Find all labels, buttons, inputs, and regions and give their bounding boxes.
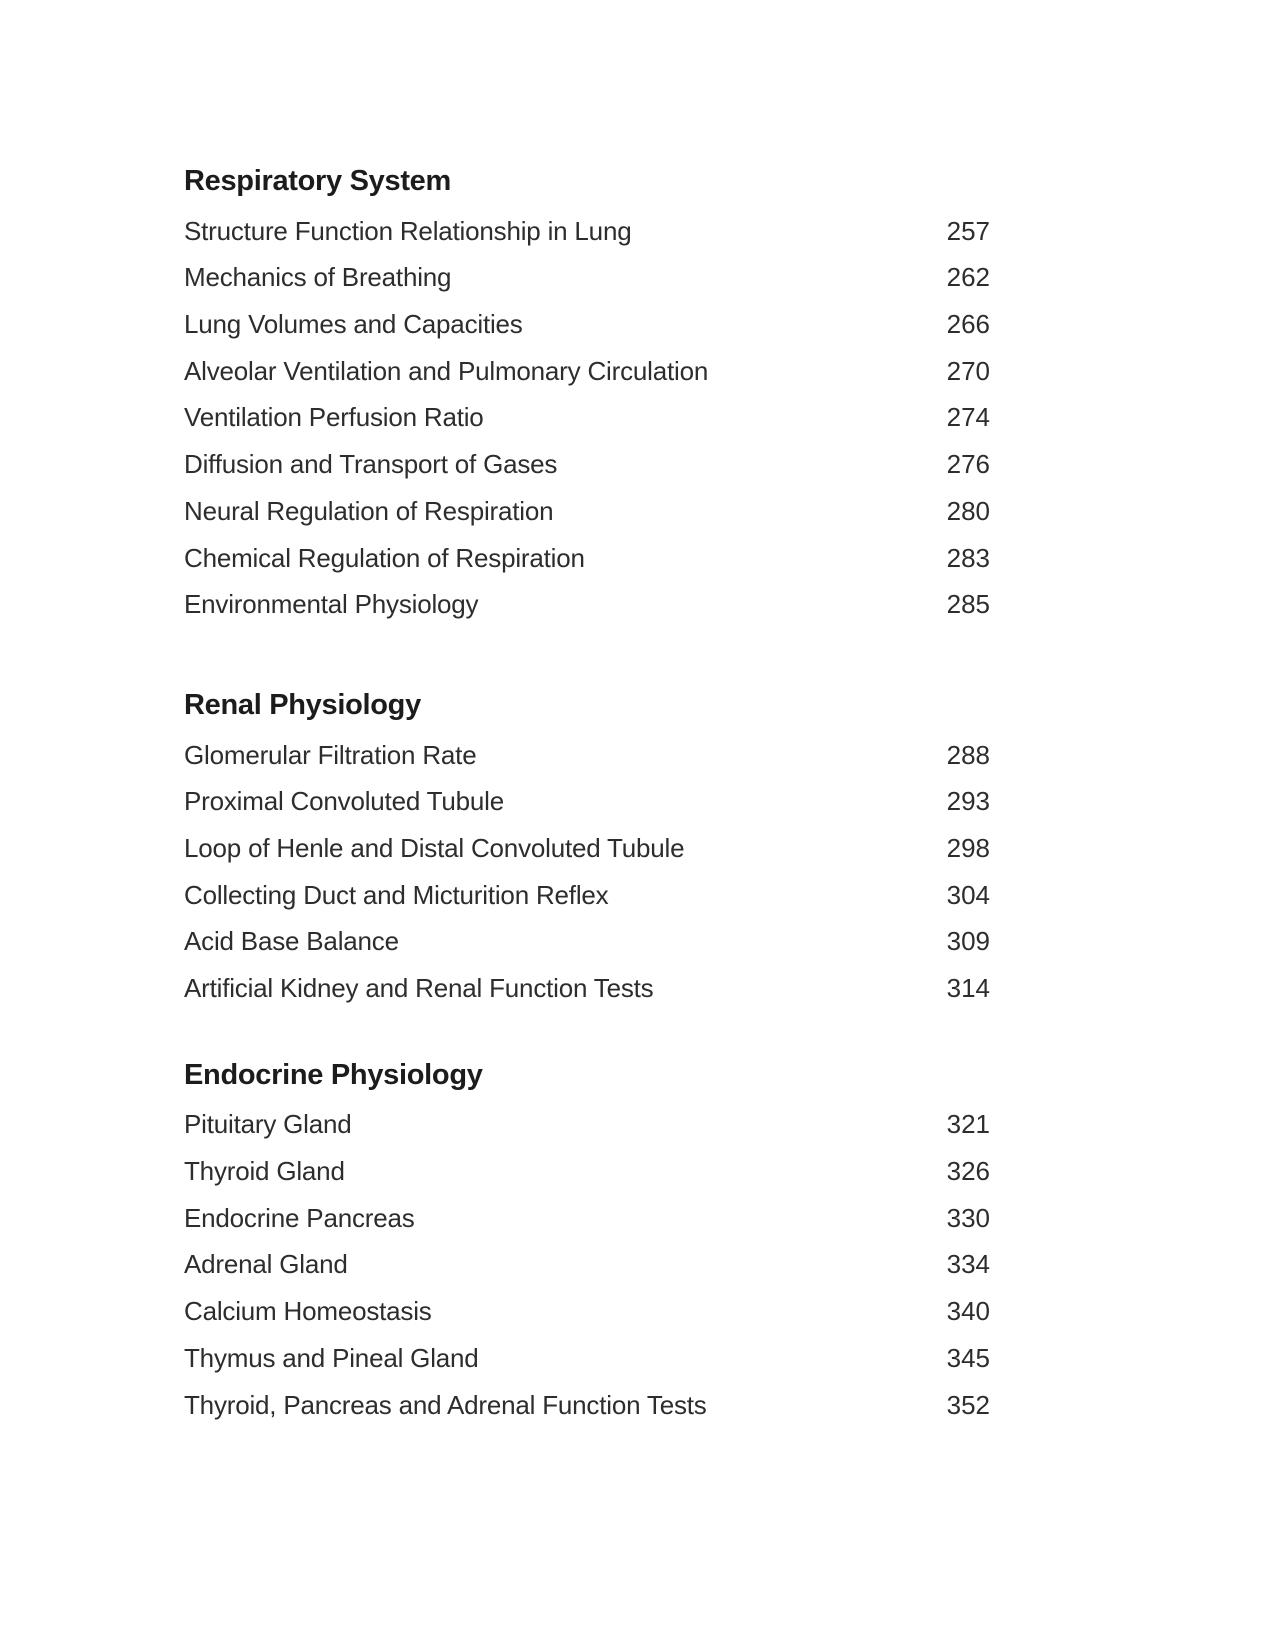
entry-page-number: 345 xyxy=(946,1342,990,1373)
toc-entry xyxy=(184,1335,990,1382)
entry-page-number: 293 xyxy=(946,786,990,817)
entry-label: Endocrine Pancreas xyxy=(184,1202,415,1233)
toc-entry xyxy=(184,1241,990,1288)
entry-label: Glomerular Filtration Rate xyxy=(184,739,477,770)
entry-page-number: 270 xyxy=(946,355,990,386)
entry-page-number: 274 xyxy=(946,402,990,433)
entry-page-number: 309 xyxy=(946,926,990,957)
entry-page-number: 257 xyxy=(946,215,990,246)
entry-page-number: 334 xyxy=(946,1249,990,1280)
entry-page-number: 262 xyxy=(946,262,990,293)
entry-label: Structure Function Relationship in Lung xyxy=(184,215,632,246)
entry-label: Artificial Kidney and Renal Function Tests xyxy=(184,973,654,1004)
entry-label: Lung Volumes and Capacities xyxy=(184,309,523,340)
toc-entry xyxy=(184,1382,990,1429)
entry-page-number: 326 xyxy=(946,1156,990,1187)
entry-page-number: 276 xyxy=(946,449,990,480)
toc-entry xyxy=(184,301,990,348)
toc-entry xyxy=(184,1288,990,1335)
entry-page-number: 283 xyxy=(946,542,990,573)
entry-page-number: 285 xyxy=(946,589,990,620)
entry-page-number: 298 xyxy=(946,832,990,863)
toc-entry xyxy=(184,254,990,301)
toc-entry xyxy=(184,825,990,872)
entry-label: Loop of Henle and Distal Convoluted Tubule xyxy=(184,832,685,863)
toc-entry xyxy=(184,394,990,441)
entry-page-number: 288 xyxy=(946,739,990,770)
entry-page-number: 340 xyxy=(946,1296,990,1327)
toc-entry xyxy=(184,965,990,1012)
entry-label: Pituitary Gland xyxy=(184,1109,352,1140)
entry-label: Neural Regulation of Respiration xyxy=(184,495,554,526)
toc-content xyxy=(184,158,990,1428)
entry-label: Environmental Physiology xyxy=(184,589,479,620)
entry-label: Acid Base Balance xyxy=(184,926,399,957)
entry-label: Thyroid Gland xyxy=(184,1156,345,1187)
section-rows xyxy=(184,208,990,628)
section-renal-physiology xyxy=(184,682,990,1012)
entry-label: Alveolar Ventilation and Pulmonary Circulation xyxy=(184,355,709,386)
entry-label: Adrenal Gland xyxy=(184,1249,348,1280)
entry-label: Diffusion and Transport of Gases xyxy=(184,449,558,480)
section-rows xyxy=(184,732,990,1012)
toc-entry xyxy=(184,1148,990,1195)
toc-entry xyxy=(184,872,990,919)
section-respiratory-system xyxy=(184,158,990,628)
toc-entry xyxy=(184,348,990,395)
entry-label: Mechanics of Breathing xyxy=(184,262,452,293)
toc-entry xyxy=(184,732,990,779)
section-title: Endocrine Physiology xyxy=(184,1058,483,1091)
entry-label: Collecting Duct and Micturition Reflex xyxy=(184,879,609,910)
toc-entry xyxy=(184,441,990,488)
entry-label: Ventilation Perfusion Ratio xyxy=(184,402,484,433)
section-endocrine-physiology xyxy=(184,1052,990,1429)
entry-label: Proximal Convoluted Tubule xyxy=(184,786,504,817)
entry-page-number: 266 xyxy=(946,309,990,340)
entry-label: Thymus and Pineal Gland xyxy=(184,1342,479,1373)
entry-page-number: 321 xyxy=(946,1109,990,1140)
section-rows xyxy=(184,1101,990,1428)
entry-page-number: 280 xyxy=(946,495,990,526)
toc-entry xyxy=(184,1101,990,1148)
toc-entry xyxy=(184,918,990,965)
toc-entry xyxy=(184,778,990,825)
entry-label: Thyroid, Pancreas and Adrenal Function Tests xyxy=(184,1389,707,1420)
entry-label: Chemical Regulation of Respiration xyxy=(184,542,585,573)
toc-entry xyxy=(184,581,990,628)
entry-label: Calcium Homeostasis xyxy=(184,1296,432,1327)
toc-entry xyxy=(184,488,990,535)
section-title: Renal Physiology xyxy=(184,688,421,721)
toc-entry xyxy=(184,535,990,582)
entry-page-number: 352 xyxy=(946,1389,990,1420)
toc-entry xyxy=(184,208,990,255)
entry-page-number: 314 xyxy=(946,973,990,1004)
section-title: Respiratory System xyxy=(184,165,451,197)
entry-page-number: 304 xyxy=(946,879,990,910)
entry-page-number: 330 xyxy=(946,1202,990,1233)
toc-entry xyxy=(184,1195,990,1242)
